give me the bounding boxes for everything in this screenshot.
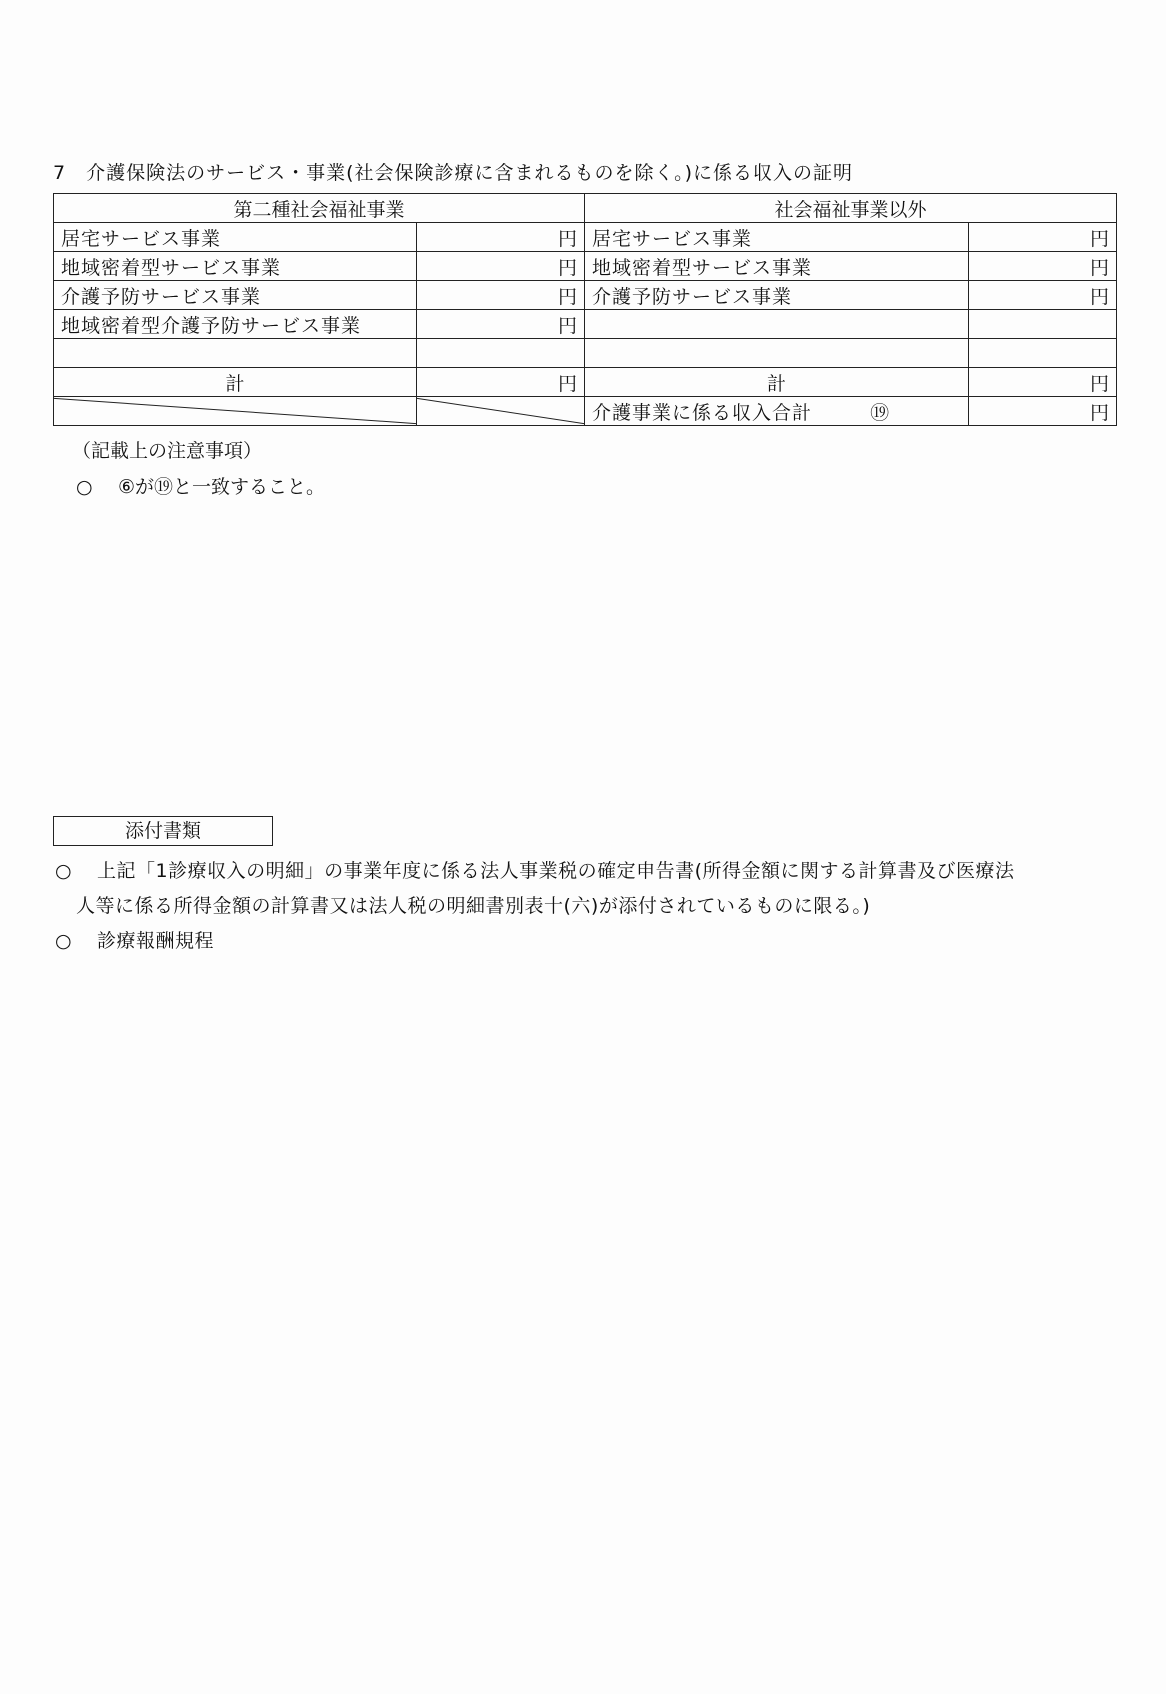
left-row-amount[interactable]: 円 xyxy=(417,252,585,281)
left-row-label: 介護予防サービス事業 xyxy=(54,281,417,310)
attachment-item-2 xyxy=(55,926,214,953)
income-table xyxy=(53,193,1117,426)
left-row-label: 地域密着型介護予防サービス事業 xyxy=(54,310,417,339)
grand-total-amount[interactable]: 円 xyxy=(969,397,1117,426)
right-row-label: 介護予防サービス事業 xyxy=(585,281,969,310)
empty-cell xyxy=(585,310,969,339)
bullet: ○ xyxy=(76,476,93,498)
diagonal-line xyxy=(54,397,416,425)
header-non-welfare: 社会福祉事業以外 xyxy=(585,194,1117,223)
table-grand-total-row xyxy=(54,397,1117,426)
right-total-amount[interactable]: 円 xyxy=(969,368,1117,397)
attachment-item-1 xyxy=(55,856,1015,883)
notes-item-text: ⑥が⑲と一致すること。 xyxy=(118,476,326,498)
diagonal-strike-cell xyxy=(54,397,417,426)
left-row-amount[interactable]: 円 xyxy=(417,223,585,252)
left-row-label: 居宅サービス事業 xyxy=(54,223,417,252)
empty-cell[interactable] xyxy=(585,339,969,368)
table-header-row xyxy=(54,194,1117,223)
left-row-amount[interactable]: 円 xyxy=(417,310,585,339)
right-row-label: 居宅サービス事業 xyxy=(585,223,969,252)
attachment-item-1-line-2: 人等に係る所得金額の計算書又は法人税の明細書別表十(六)が添付されているものに限る。) xyxy=(76,895,871,917)
empty-cell[interactable] xyxy=(54,339,417,368)
notes-heading: （記載上の注意事項） xyxy=(72,440,263,462)
table-row xyxy=(54,252,1117,281)
bullet: ○ xyxy=(55,930,73,952)
right-total-label: 計 xyxy=(585,368,969,397)
right-row-label: 地域密着型サービス事業 xyxy=(585,252,969,281)
attachments-heading: 添付書類 xyxy=(53,816,273,846)
table-row-blank xyxy=(54,339,1117,368)
left-total-amount[interactable]: 円 xyxy=(417,368,585,397)
bullet: ○ xyxy=(55,860,73,882)
grand-total-label-cell xyxy=(585,397,969,426)
header-second-class-welfare: 第二種社会福祉事業 xyxy=(54,194,585,223)
left-total-label: 計 xyxy=(54,368,417,397)
table-row xyxy=(54,223,1117,252)
diagonal-strike-cell xyxy=(417,397,585,426)
table-row xyxy=(54,310,1117,339)
empty-cell[interactable] xyxy=(417,339,585,368)
section-title: 7 介護保険法のサービス・事業(社会保険診療に含まれるものを除く。)に係る収入の証明 xyxy=(53,162,854,184)
left-row-label: 地域密着型サービス事業 xyxy=(54,252,417,281)
attachment-item-2-text: 診療報酬規程 xyxy=(97,930,215,952)
right-row-amount[interactable]: 円 xyxy=(969,281,1117,310)
table-total-row xyxy=(54,368,1117,397)
notes-item xyxy=(76,472,325,499)
diagonal-line xyxy=(417,397,584,425)
right-row-amount[interactable]: 円 xyxy=(969,252,1117,281)
empty-cell xyxy=(969,310,1117,339)
attachment-item-1-line-1: 上記「1診療収入の明細」の事業年度に係る法人事業税の確定申告書(所得金額に関する計算書及び医療法 xyxy=(97,860,1015,882)
left-row-amount[interactable]: 円 xyxy=(417,281,585,310)
right-row-amount[interactable]: 円 xyxy=(969,223,1117,252)
grand-total-label: 介護事業に係る収入合計 xyxy=(592,401,813,424)
table-row xyxy=(54,281,1117,310)
empty-cell[interactable] xyxy=(969,339,1117,368)
grand-total-mark: ⑲ xyxy=(870,401,891,424)
